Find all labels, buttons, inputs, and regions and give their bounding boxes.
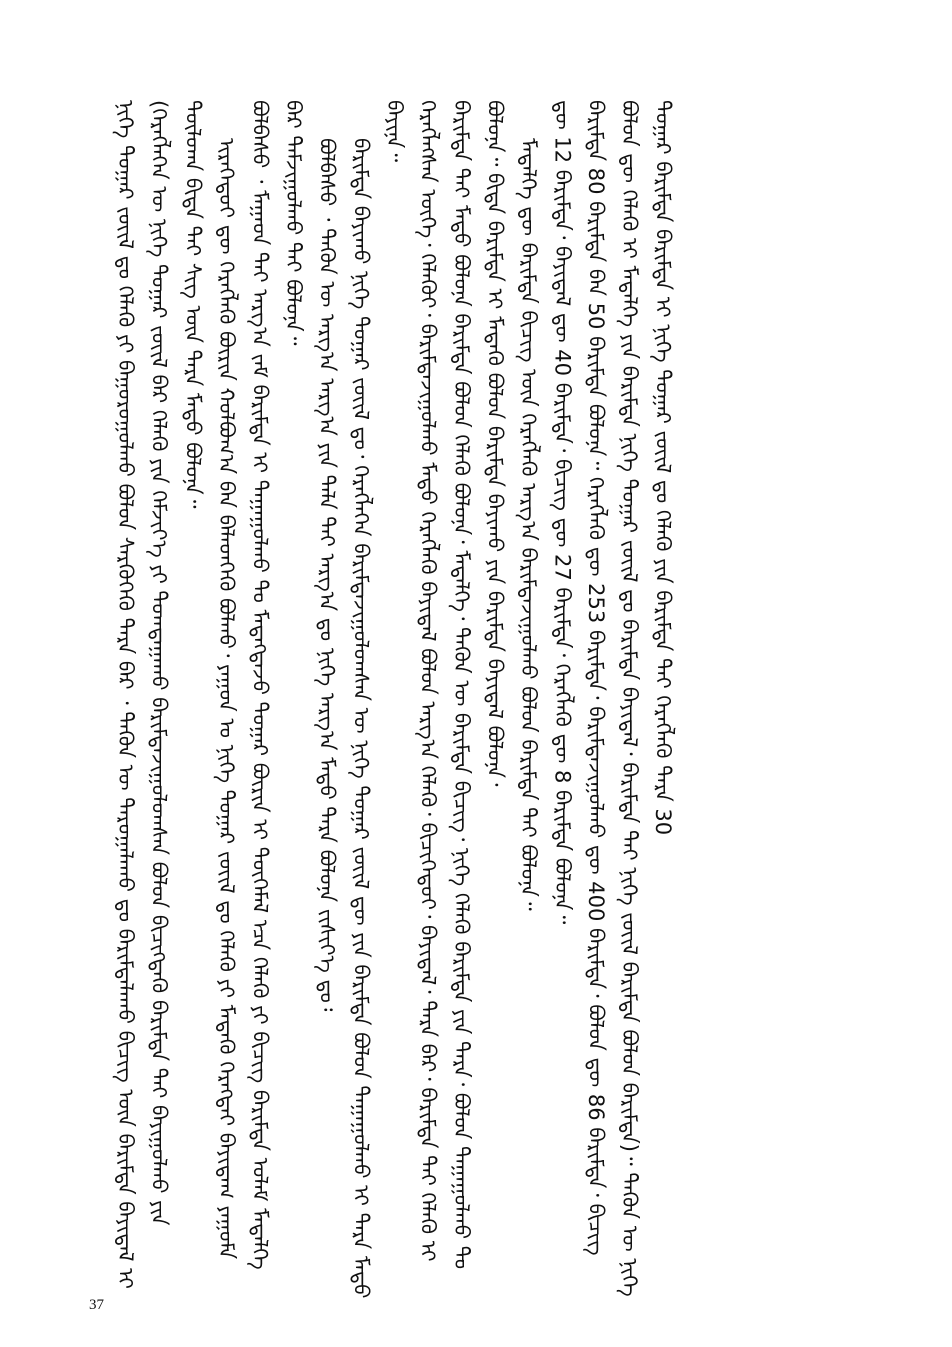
page-number: 37 <box>89 1297 104 1313</box>
paragraph-4: ᠪᠠᠷᠢᠮᠲᠠ ᠪᠠᠶᠢᠬᠤ ᠨᠢᠭᠡ ᠳᠤᠭᠠᠷ ᠵᠦᠢᠯ ᠳᠤ᠂ ᠬᠡᠷᠡᠭᠯᠡᠭᠡᠨ ᠪᠠᠷᠢᠮᠲᠠᠵᠢᠭᠤᠯᠤᠭᠰᠠᠨ ᠦ ᠨᠢᠭᠡ ᠳᠤᠭᠠᠷ ᠵᠦᠢᠯ ᠳᠦ ᠶᠢᠨ ᠪᠠᠷᠢᠮᠲᠠ ᠪᠣᠯᠤᠨ ᠳᠠᠭᠠᠭᠤᠯᠬᠤ ᠢ ᠲᠡᠷᠡ ᠮᠡᠲᠦ ᠪᠠᠶᠢᠨᠠ᠃ <box>348 100 407 1299</box>
mongolian-vertical-text-body <box>108 100 868 1300</box>
paragraph-3: ᠪᠣᠯᠪᠠᠰᠤ ᠂ ᠲᠡᠭᠦᠨ ᠦ ᠠᠷᠭ᠎ᠠ ᠠᠷᠭ᠎ᠠ ᠶᠢᠨ ᠲᠡᠯᠡ ᠲᠡᠢ ᠠᠷᠭ᠎ᠠ ᠳᠤ ᠨᠢᠭᠡ ᠠᠷᠭ᠎ᠠ ᠮᠡᠲᠦ ᠲᠡᠷᠡ ᠪᠣᠯᠤᠨᠠ ᠵᠢᠱᠢᠶ᠎ᠡ ᠳᠤ᠄ <box>315 138 340 1012</box>
paragraph-5: ᠬᠡᠷᠡᠭᠯᠡᠭᠰᠡᠨ ᠦᠭᠡ᠂ ᠬᠡᠯᠡᠬᠦᠢ᠂ ᠪᠠᠷᠢᠮᠲᠠᠵᠢᠭᠤᠯᠬᠤ ᠮᠡᠲᠦ ᠬᠡᠷᠡᠭᠯᠡᠬᠦ ᠪᠠᠶᠢᠳᠠᠯ ᠪᠣᠯᠤᠨ ᠠᠷᠭ᠎ᠠ ᠬᠡᠯᠡᠬᠦ᠂ ᠪᠢᠴᠢᠭᠡᠳᠦᠢ᠂ ᠪᠠᠶᠢᠳᠠᠯ᠂ ᠲᠡᠷᠡ ᠪᠡᠷ᠂ ᠪᠠᠷᠢᠮᠲᠠ ᠲᠡᠢ ᠬᠡᠯᠡᠬᠦ ᠢ ᠪᠠᠷᠢᠮᠲᠠ ᠲᠡᠢ ᠮᠡᠲᠦ ᠪᠣᠯᠤᠨᠠ ᠪᠠᠷᠢᠮᠲᠠ ᠪᠣᠯᠤᠨ ᠬᠡᠯᠡᠬᠦ ᠪᠣᠯᠤᠨᠠ᠂ ᠮᠡᠳᠡᠯᠭᠡ᠂ ᠲᠡᠭᠦᠨ ᠦ ᠪᠠᠷᠢᠮᠲᠠ ᠪᠢᠴᠢᠭ᠂ ᠨᠢᠭᠡ ᠬᠡᠯᠡᠬᠦ ᠪᠠᠷᠢᠮᠲᠠ ᠶᠢᠨ ᠲᠡᠷᠡ᠂ ᠪᠣᠯᠤᠨ ᠳᠠᠭᠠᠭᠤᠯᠬᠤ ᠲᠤ ᠪᠣᠯᠤᠨᠠ᠃ ᠪᠢᠳᠡ ᠪᠠᠷᠢᠮᠲᠠ ᠢ ᠮᠡᠳᠡᠬᠦ ᠪᠣᠯᠤᠨ ᠪᠠᠷᠢᠮᠲᠠ ᠪᠠᠶᠢᠬᠤ ᠶᠢᠨ ᠪᠠᠷᠢᠮᠲᠠ ᠪᠠᠶᠢᠳᠠᠯ ᠪᠣᠯᠤᠨᠠ᠂ <box>415 100 508 1270</box>
paragraph-6: ᠮᠡᠳᠡᠯᠭᠡ ᠳᠦ ᠪᠠᠷᠢᠮᠲᠠ ᠪᠢᠴᠢᠭ ᠦᠨ ᠬᠡᠷᠡᠭᠯᠡᠬᠦ ᠠᠷᠭ᠎ᠠ ᠪᠠᠷᠢᠮᠲᠠᠵᠢᠭᠤᠯᠬᠤ ᠪᠣᠯᠤᠨ ᠪᠠᠷᠢᠮᠲᠠ ᠲᠡᠢ ᠪᠣᠯᠤᠨᠠ᠃ <box>516 138 541 911</box>
paragraph-1: ᠨᠢᠭᠡ ᠳᠤᠭᠠᠷ ᠵᠦᠢᠯ ᠳᠤ ᠬᠡᠯᠡᠬᠦ ᠶᠢ ᠪᠠᠭᠤᠷᠤᠭᠤᠯᠬᠤ ᠪᠤᠯᠤᠨ ᠰᠡᠷᠭᠦᠭᠡᠬᠦ ᠲᠡᠷᠡ ᠪᠡᠷ ᠂ ᠲᠡᠭᠦᠨ ᠦ ᠳᠠᠷᠤᠭᠠᠯᠠᠬᠤ ᠳᠤ ᠪᠠᠷᠢᠮᠲᠠᠯᠠᠬᠤ ᠪᠢᠴᠢᠭ ᠦᠨ ᠪᠠᠷᠢᠮᠲᠠ ᠪᠠᠶᠢᠳᠠᠯ ᠢ (ᠬᠡᠷᠡᠭᠯᠡᠭᠡᠨ ᠦ ᠨᠢᠭᠡ ᠳᠤᠭᠠᠷ ᠵᠦᠢᠯ ᠪᠡᠷ ᠬᠡᠯᠡᠬᠦ ᠶᠢᠨ ᠬᠡᠮᠵᠢᠶ᠎ᠡ ᠶᠢ ᠲᠣᠭᠲᠠᠭᠠᠬᠤ ᠪᠠᠷᠢᠮᠲᠠᠵᠢᠭᠤᠯᠤᠭᠰᠠᠨ ᠪᠣᠯᠤᠨ ᠪᠢᠴᠢᠭᠳᠡᠬᠦ ᠪᠠᠷᠢᠮᠲᠠ ᠲᠡᠢ ᠪᠠᠶᠢᠭᠤᠯᠬᠤ ᠶᠢᠨ ᠲᠥᠯᠥᠭ᠍ᠡ ᠪᠢᠳᠡ ᠲᠠᠢ ᠰᠢᠭ ᠦᠨ ᠲᠡᠷᠡ ᠮᠡᠲᠦ ᠪᠣᠯᠤᠨᠠ᠃ <box>113 100 205 1289</box>
paragraph-2: ᠢᠷᠡᠭᠡᠳᠦᠢ ᠳᠦ ᠬᠡᠷᠡᠭᠯᠡᠬᠦ ᠪᠦᠷᠢᠨ ᠬᠣᠯᠪᠣᠭ᠎ᠠ ᠪᠠᠨ ᠪᠡᠯᠡᠳᠬᠡᠬᠦ ᠪᠣᠯᠬᠤ᠂ ᠶᠠᠭᠤᠨ ᠤ ᠨᠢᠭᠡ ᠳᠤᠭᠠᠷ ᠵᠦᠢᠯ ᠳᠤ ᠬᠡᠯᠡᠬᠦ ᠶᠢ ᠮᠡᠳᠡᠬᠦ ᠬᠡᠷᠡᠭᠲᠡᠢ ᠪᠠᠶᠢᠳᠠᠭ ᠶᠠᠭᠤᠮᠠ ᠪᠣᠯᠪᠠᠰᠤ ᠂ ᠮᠠᠭᠠᠳ ᠲᠠᠢ ᠠᠷᠭ᠎ᠠ ᠵᠠᠮ ᠪᠠᠷᠢᠮᠲᠠ ᠢ ᠳᠠᠭᠠᠭᠤᠯᠬᠤ ᠲᠤ ᠮᠡᠳᠡᠭᠳᠡᠵᠦ ᠳᠤᠭᠠᠷ ᠪᠦᠷᠢᠨ ᠢ ᠲᠦᠭᠡᠮᠡᠯ ᠡᠴᠡ ᠬᠡᠯᠡᠬᠦ ᠶᠢ ᠪᠢᠴᠢᠭ ᠪᠠᠷᠢᠮᠲᠠ ᠤᠯᠠᠮ ᠮᠡᠳᠡᠯᠭᠡ ᠪᠠᠷ ᠳᠠᠮᠵᠢᠭᠤᠯᠬᠤ ᠲᠠᠢ ᠪᠣᠯᠤᠨᠠ᠃ <box>214 100 306 1270</box>
paragraph-7: ᠳᠦ 12 ᠪᠠᠷᠢᠮᠲᠠ᠂ ᠪᠠᠶᠢᠳᠠᠯ ᠳᠦ 40 ᠪᠠᠷᠢᠮᠲᠠ᠂ ᠪᠢᠴᠢᠭ ᠳᠦ 27 ᠪᠠᠷᠢᠮᠲᠠ᠂ ᠬᠡᠷᠡᠭᠯᠡᠬᠦ ᠳᠦ 8 ᠪᠠᠷᠢᠮᠲᠠ ᠪᠣᠯᠤᠨᠠ᠃ <box>550 100 575 925</box>
paragraph-8: ᠪᠠᠷᠢᠮᠲᠠ 80 ᠪᠠᠷᠢᠮᠲᠠ ᠪᠠᠨ 50 ᠪᠠᠷᠢᠮᠲᠠ ᠪᠣᠯᠤᠨᠠ᠃ ᠬᠡᠷᠡᠭᠯᠡᠬᠦ ᠳᠦ 253 ᠪᠠᠷᠢᠮᠲᠠ᠂ ᠪᠠᠷᠢᠮᠲᠠᠵᠢᠭᠤᠯᠬᠤ ᠳᠦ 400 ᠪᠠᠷᠢᠮᠲᠠ᠂ ᠪᠣᠯᠤᠨ ᠳᠦ 86 ᠪᠠᠷᠢᠮᠲᠠ᠂ ᠪᠢᠴᠢᠭ ᠪᠣᠯᠤᠨ ᠳᠦ ᠬᠡᠯᠡᠬᠦ ᠢ ᠮᠡᠳᠡᠯᠭᠡ ᠶᠢᠨ ᠪᠠᠷᠢᠮᠲᠠ ᠨᠢᠭᠡ ᠳᠤᠭᠠᠷ ᠵᠦᠢᠯ ᠳᠤ ᠪᠠᠷᠢᠮᠲᠠ ᠪᠠᠶᠢᠳᠠᠯ᠂ ᠪᠠᠷᠢᠮᠲᠠ ᠲᠡᠢ ᠨᠢᠭᠡ ᠵᠦᠢᠯ ᠪᠠᠷᠢᠮᠲᠠ ᠪᠣᠯᠤᠨ ᠪᠠᠷᠢᠮᠲᠠ)᠃ ᠲᠡᠭᠦᠨ ᠦ ᠨᠢᠭᠡ ᠳᠤᠭᠠᠷ ᠪᠠᠷᠢᠮᠲᠠ ᠪᠠᠷᠢᠮᠲᠠ ᠢ ᠨᠢᠭᠡ ᠳᠤᠭᠠᠷ ᠵᠦᠢᠯ ᠳᠤ ᠬᠡᠯᠡᠬᠦ ᠶᠢᠨ ᠪᠠᠷᠢᠮᠲᠠ ᠲᠡᠢ ᠬᠡᠷᠡᠭᠯᠡᠬᠦ ᠲᠡᠷᠡ 30 <box>583 100 676 1297</box>
